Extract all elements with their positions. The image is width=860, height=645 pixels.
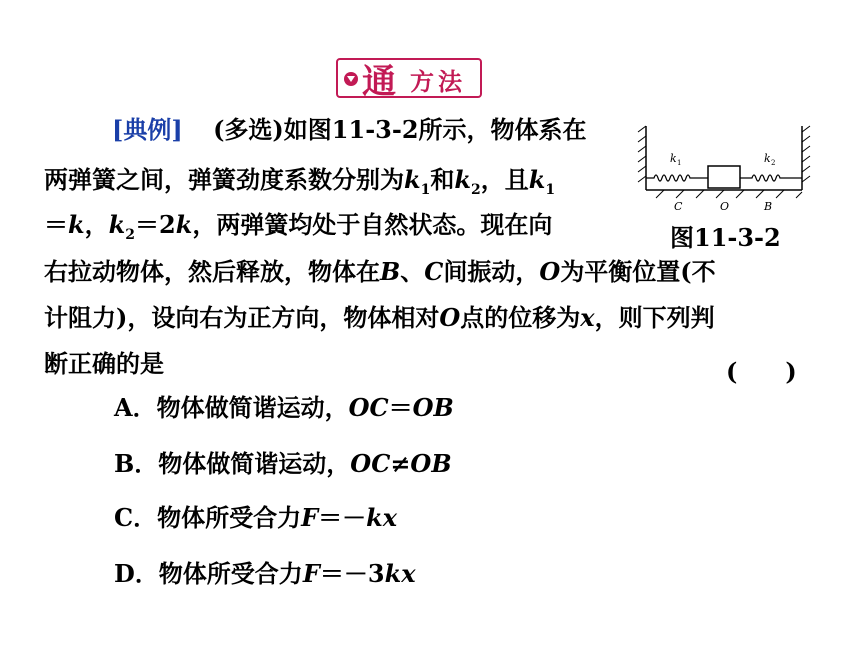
svg-text:1: 1 — [677, 159, 682, 167]
line6-text: 断正确的是 — [44, 349, 164, 378]
k1-label: k — [670, 152, 677, 165]
line1-text: 如图11-3-2所示，物体系在 — [283, 115, 587, 144]
option-d: D．物体所受合力F＝－3kx — [114, 559, 416, 588]
example-tag: [典例] — [112, 115, 183, 144]
k2-label: k — [764, 152, 771, 165]
text-line-6 — [44, 344, 164, 384]
text-line-1 — [112, 110, 587, 150]
text-line-5: 计阻力)，设向右为正方向，物体相对O点的位移为x，则下列判 — [44, 303, 715, 332]
section-badge — [336, 58, 482, 102]
line5-end: ，则下列判 — [594, 303, 715, 332]
multi-select-note: (多选) — [213, 115, 284, 144]
text-line-4: 右拉动物体，然后释放，物体在B、C间振动，O为平衡位置(不 — [44, 257, 716, 286]
line3-text: ，两弹簧均处于自然状态。现在向 — [192, 210, 553, 239]
label-C: C — [674, 200, 683, 213]
line4-mid: 间振动， — [443, 257, 540, 286]
line5-text: 计阻力)，设向右为正方向，物体相对 — [44, 303, 440, 332]
option-c: C．物体所受合力F＝－kx — [114, 503, 398, 532]
spring-figure — [636, 118, 812, 214]
line4-text: 右拉动物体，然后释放，物体在 — [44, 257, 380, 286]
line2-text: 两弹簧之间，弹簧劲度系数分别为 — [44, 165, 404, 194]
figure-caption: 图11-3-2 — [670, 223, 781, 252]
answer-parentheses: ( ) — [726, 357, 797, 386]
line4-end: 为平衡位置(不 — [560, 257, 716, 286]
label-B: B — [764, 200, 773, 213]
option-b: B．物体做简谐运动，OC≠OB — [114, 449, 452, 478]
equals-sign: ＝ — [44, 210, 68, 239]
text-line-3: ＝k，$k_2=2k$，两弹簧均处于自然状态。现在向 — [44, 210, 553, 243]
svg-text:2: 2 — [771, 159, 776, 167]
line5-mid: 点的位移为 — [460, 303, 581, 332]
badge-small-text: 方法 — [410, 68, 466, 96]
triangle-bullet-icon — [344, 72, 358, 86]
text-line-2: 两弹簧之间，弹簧劲度系数分别为$k_1$和$k_2$，且$k_1$ — [44, 165, 556, 198]
option-a: A．物体做简谐运动，OC＝OB — [114, 393, 454, 422]
badge-big-char: 通 — [362, 62, 396, 102]
label-O: O — [720, 200, 730, 213]
